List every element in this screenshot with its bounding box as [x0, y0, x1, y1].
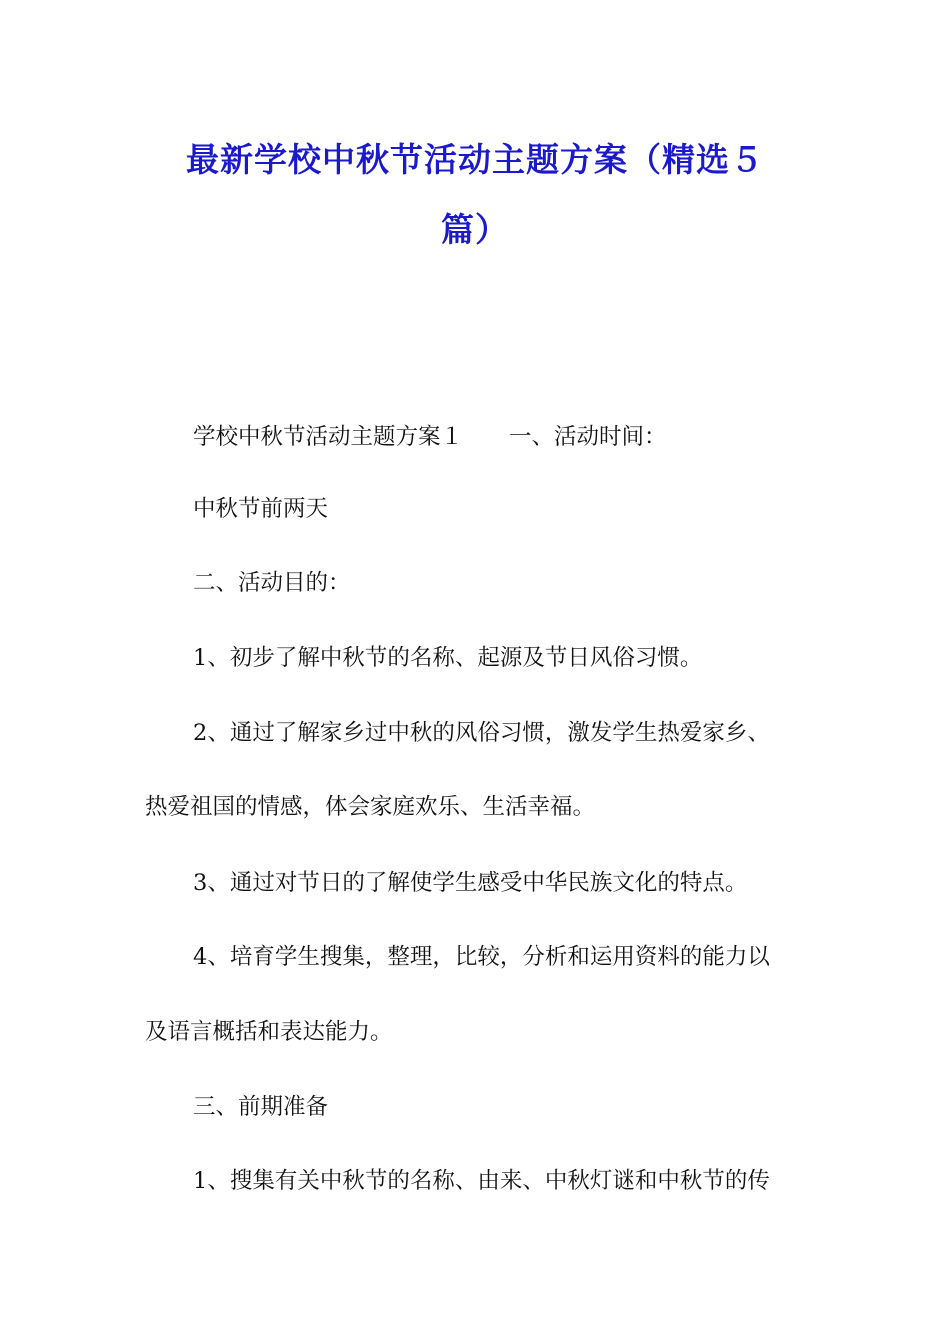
paragraph-goal-3: 3、通过对节日的了解使学生感受中华民族文化的特点。: [193, 870, 748, 896]
paragraph-plan-heading: [193, 422, 667, 452]
paragraph-goal-4-line-2: 及语言概括和表达能力。: [145, 1019, 393, 1045]
document-title-line-1: 最新学校中秋节活动主题方案（精选５: [186, 140, 764, 179]
plan-heading-text: 学校中秋节活动主题方案１: [193, 424, 464, 450]
paragraph-activity-time: 中秋节前两天: [193, 496, 329, 522]
section-activity-goal-heading: 二、活动目的：: [193, 570, 351, 596]
paragraph-goal-2-line-1: 2、通过了解家乡过中秋的风俗习惯，激发学生热爱家乡、: [193, 720, 770, 746]
section-preparation-heading: 三、前期准备: [193, 1094, 329, 1120]
paragraph-goal-4-line-1: 4、培育学生搜集，整理，比较，分析和运用资料的能力以: [193, 944, 770, 970]
paragraph-preparation-1: 1、搜集有关中秋节的名称、由来、中秋灯谜和中秋节的传: [193, 1168, 770, 1194]
paragraph-goal-2-line-2: 热爱祖国的情感，体会家庭欢乐、生活幸福。: [145, 794, 596, 820]
paragraph-goal-1: 1、初步了解中秋节的名称、起源及节日风俗习惯。: [193, 645, 703, 671]
document-title-line-2: 篇）: [441, 210, 509, 249]
section-activity-time-heading: 一、活动时间：: [509, 424, 667, 450]
